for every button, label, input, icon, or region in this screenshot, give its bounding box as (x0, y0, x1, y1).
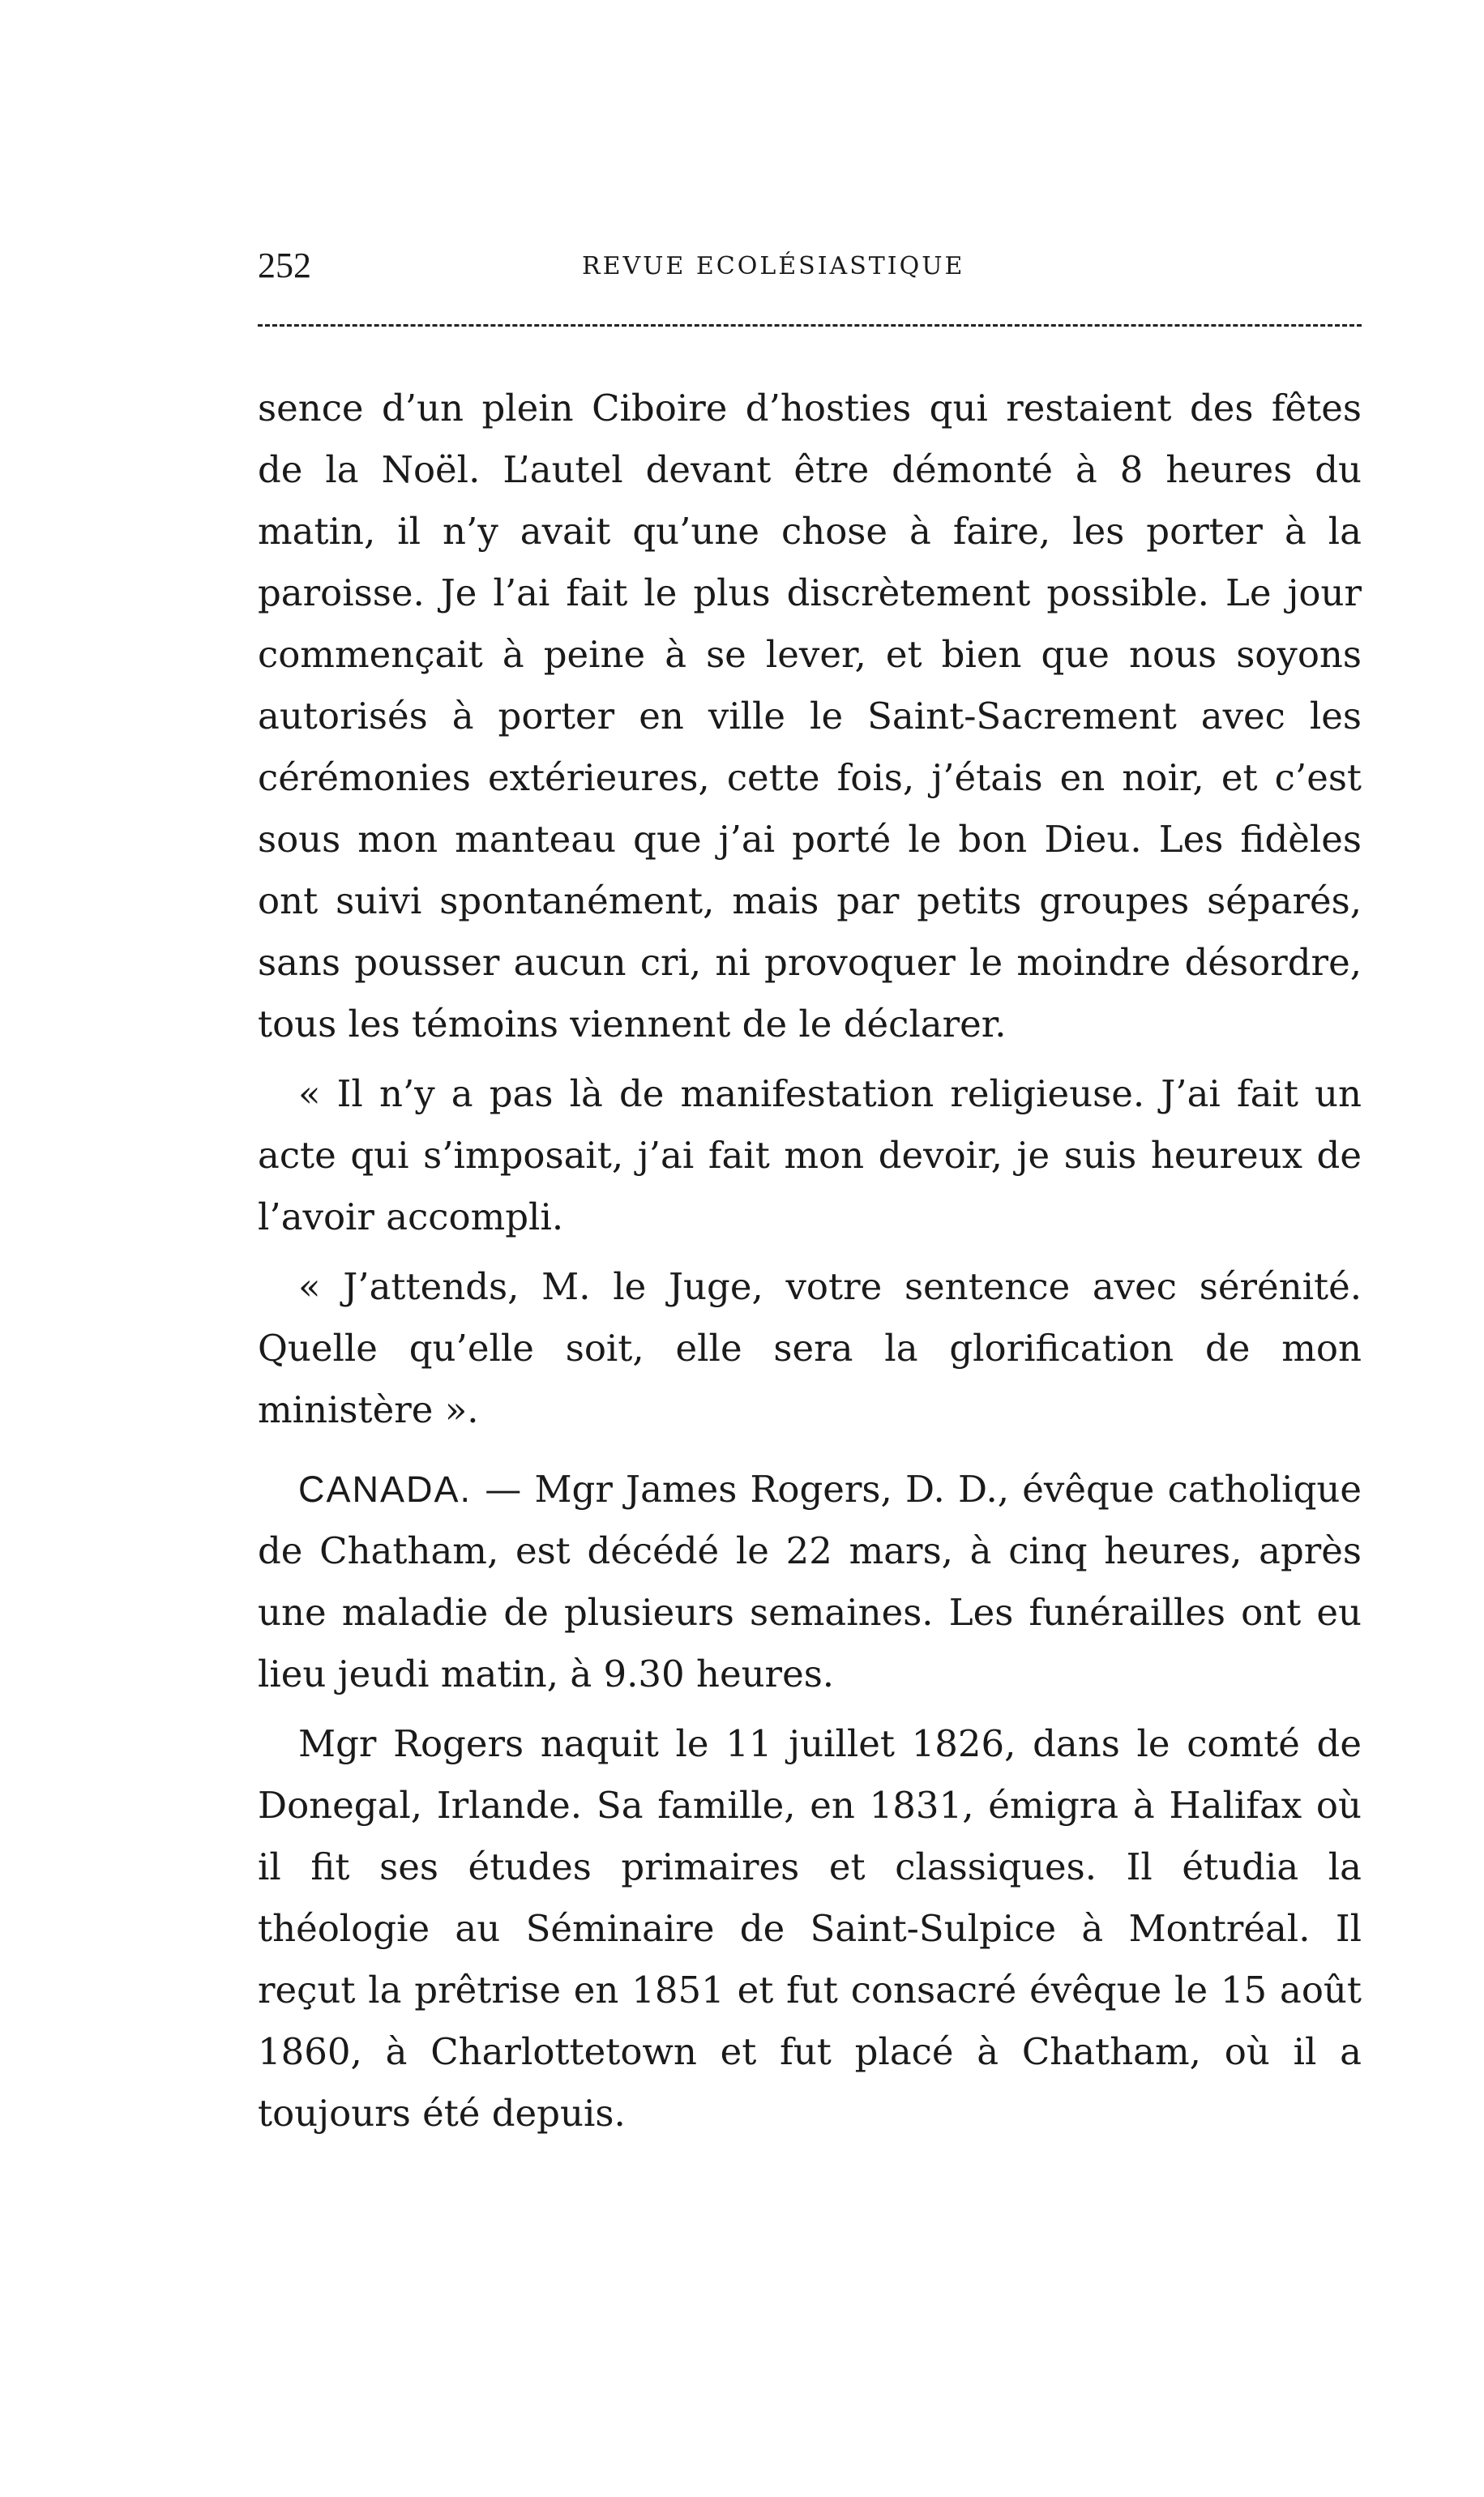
running-title: REVUE ECOLÉSIASTIQUE (582, 252, 965, 280)
paragraph-quote-2: « J’attends, M. le Juge, votre sentence avec sérénité. Quelle qu’elle soit, elle sera la glorification de mon ministère ». (258, 1265, 1362, 1431)
body-text (258, 378, 1362, 2144)
paragraph-canada-text: — Mgr James Rogers, D. D., évêque catholique de Chatham, est décédé le 22 mars, à cinq heures, après une maladie de plusieurs semaines. Les funérailles ont eu lieu jeudi matin, à 9.30 heures. (258, 1468, 1362, 1695)
page-number: 252 (258, 246, 311, 285)
page-header (258, 242, 1362, 290)
paragraph-continuation: sence d’un plein Ciboire d’hosties qui restaient des fêtes de la Noël. L’autel devant être démonté à 8 heures du matin, il n’y avait qu’une chose à faire, les porter à la paroisse. Je l’ai fait le plus discrètement possible. Le jour commençait à peine à se lever, et bien que nous soyons autorisés à porter en ville le Saint-Sacrement avec les cérémonies extérieures, cette fois, j’étais en noir, et c’est sous mon manteau que j’ai porté le bon Dieu. Les fidèles ont suivi spontanément, mais par petits groupes séparés, sans pousser aucun cri, ni provoquer le moindre désordre, tous les témoins viennent de le déclarer. (258, 387, 1362, 1045)
section-heading-canada: CANADA. (298, 1469, 473, 1510)
paragraph-quote-1: « Il n’y a pas là de manifestation religieuse. J’ai fait un acte qui s’imposait, j’ai fait mon devoir, je suis heureux de l’avoir accompli. (258, 1072, 1362, 1238)
paragraph-rogers-bio: Mgr Rogers naquit le 11 juillet 1826, dans le comté de Donegal, Irlande. Sa famille, en 1831, émigra à Halifax où il fit ses études primaires et classiques. Il étudia la théologie au Séminaire de Saint-Sulpice à Montréal. Il reçut la prêtrise en 1851 et fut consacré évêque le 15 août 1860, à Charlottetown et fut placé à Chatham, où il a toujours été depuis. (258, 1722, 1362, 2135)
paragraph-canada (258, 1459, 1362, 1705)
header-rule (258, 324, 1362, 327)
